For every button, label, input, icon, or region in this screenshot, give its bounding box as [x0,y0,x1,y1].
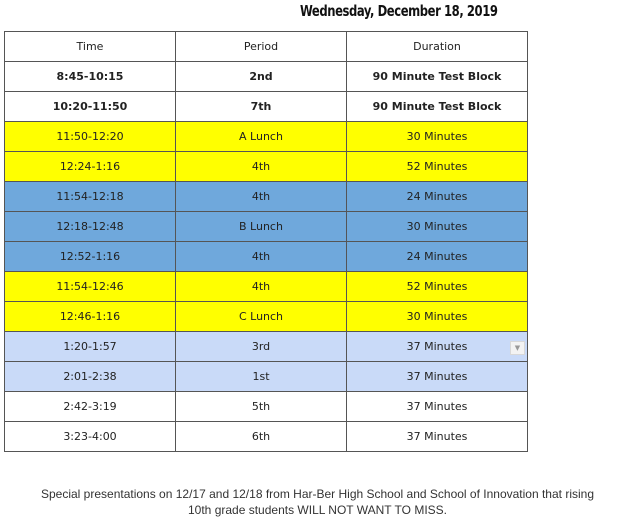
table-row [5,302,528,332]
cell-time: 12:24-1:16 [5,152,176,182]
cell-duration: 30 Minutes [347,302,528,332]
cell-duration: 24 Minutes [347,182,528,212]
schedule-table [4,31,528,452]
cell-duration: 37 Minutes [347,362,528,392]
table-row [5,182,528,212]
cell-duration: 90 Minute Test Block [347,92,528,122]
table-row [5,422,528,452]
table-row [5,152,528,182]
cell-duration: 24 Minutes [347,242,528,272]
cell-time: 12:18-12:48 [5,212,176,242]
cell-duration: 30 Minutes [347,122,528,152]
cell-period: B Lunch [176,212,347,242]
cell-period: 4th [176,182,347,212]
cell-duration: 37 Minutes [347,392,528,422]
table-row [5,62,528,92]
cell-period: 3rd [176,332,347,362]
table-row [5,92,528,122]
table-row [5,242,528,272]
cell-time: 12:52-1:16 [5,242,176,272]
cell-time: 1:20-1:57 [5,332,176,362]
chevron-down-icon[interactable]: ▼ [510,341,525,355]
cell-time: 11:54-12:18 [5,182,176,212]
footnote [0,486,635,518]
cell-period: 4th [176,242,347,272]
table-row [5,122,528,152]
cell-time: 2:42-3:19 [5,392,176,422]
cell-period: 1st [176,362,347,392]
cell-duration: 52 Minutes [347,272,528,302]
cell-period: 5th [176,392,347,422]
footnote-line-2: 10th grade students WILL NOT WANT TO MISS. [188,503,447,517]
cell-duration: 37 Minutes [347,332,528,362]
cell-duration: 37 Minutes [347,422,528,452]
cell-period: C Lunch [176,302,347,332]
cell-period: 7th [176,92,347,122]
cell-duration: 30 Minutes [347,212,528,242]
page-title: Wednesday, December 18, 2019 [300,2,498,20]
table-row [5,332,528,362]
cell-time: 8:45-10:15 [5,62,176,92]
column-header-period: Period [176,32,347,62]
cell-time: 12:46-1:16 [5,302,176,332]
table-row [5,362,528,392]
cell-period: 6th [176,422,347,452]
column-header-duration: Duration [347,32,528,62]
cell-period: 4th [176,152,347,182]
cell-time: 2:01-2:38 [5,362,176,392]
cell-period: A Lunch [176,122,347,152]
table-row [5,272,528,302]
table-row [5,212,528,242]
table-row [5,392,528,422]
column-header-time: Time [5,32,176,62]
footnote-line-1: Special presentations on 12/17 and 12/18 from Har-Ber High School and School of Innovation that rising [40,487,594,501]
cell-period: 2nd [176,62,347,92]
cell-period: 4th [176,272,347,302]
cell-time: 11:50-12:20 [5,122,176,152]
table-header-row [5,32,528,62]
cell-time: 10:20-11:50 [5,92,176,122]
cell-duration: 52 Minutes [347,152,528,182]
cell-time: 11:54-12:46 [5,272,176,302]
cell-duration: 90 Minute Test Block [347,62,528,92]
cell-time: 3:23-4:00 [5,422,176,452]
